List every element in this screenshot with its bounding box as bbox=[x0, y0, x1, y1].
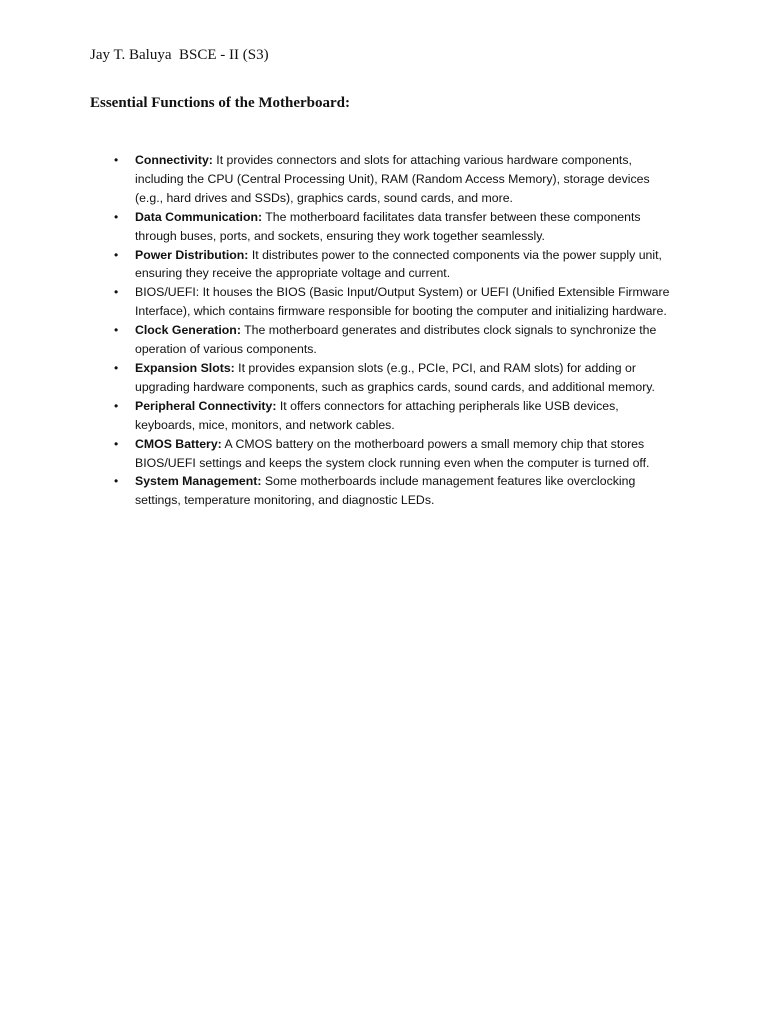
item-term: Peripheral Connectivity: bbox=[135, 398, 277, 413]
item-description: It provides connectors and slots for attaching various hardware components, including the CPU (Central Processing Unit), RAM (Random Access Memory), storage devices (e.g., hard drives and SSDs), graphics cards, sound cards, and more. bbox=[135, 153, 650, 205]
item-term: Clock Generation: bbox=[135, 323, 241, 338]
document-title: Essential Functions of the Motherboard: bbox=[90, 95, 350, 111]
item-description: A CMOS battery on the motherboard powers a small memory chip that stores BIOS/UEFI settings and keeps the system clock running even when the computer is turned off. bbox=[135, 436, 650, 470]
item-term: Connectivity: bbox=[135, 153, 213, 167]
item-description: BIOS/UEFI: It houses the BIOS (Basic Input/Output System) or UEFI (Unified Extensible Firmware Interface), which contains firmware responsible for booting the computer and initializing hardware. bbox=[135, 285, 670, 319]
item-description: The motherboard facilitates data transfer between these components through buses, ports, and sockets, ensuring they work together seamlessly. bbox=[135, 209, 641, 243]
item-term: Data Communication: bbox=[135, 209, 263, 224]
bullet-icon: • bbox=[114, 247, 119, 262]
bullet-icon: • bbox=[114, 285, 119, 300]
bullet-icon: • bbox=[114, 360, 119, 375]
list-item-clock-generation bbox=[114, 321, 674, 359]
list-item-expansion-slots bbox=[114, 359, 674, 397]
list-item-system-management bbox=[114, 472, 674, 510]
item-description: It offers connectors for attaching peripherals like USB devices, keyboards, mice, monitors, and network cables. bbox=[135, 398, 619, 432]
item-term: System Management: bbox=[135, 474, 262, 489]
list-item-bios-uefi bbox=[114, 283, 674, 321]
function-list bbox=[114, 151, 674, 510]
list-item-connectivity bbox=[114, 151, 674, 208]
bullet-icon: • bbox=[114, 153, 119, 167]
item-term: Power Distribution: bbox=[135, 247, 249, 262]
bullet-icon: • bbox=[114, 474, 119, 489]
bullet-icon: • bbox=[114, 436, 119, 451]
bullet-icon: • bbox=[114, 323, 119, 338]
item-description: Some motherboards include management features like overclocking settings, temperature monitoring, and diagnostic LEDs. bbox=[135, 474, 636, 508]
list-item-power-distribution bbox=[114, 246, 674, 284]
item-term: Expansion Slots: bbox=[135, 360, 235, 375]
item-description: It distributes power to the connected components via the power supply unit, ensuring they receive the appropriate voltage and current. bbox=[135, 247, 662, 281]
list-item-data-communication bbox=[114, 208, 674, 246]
item-description: It provides expansion slots (e.g., PCIe, PCI, and RAM slots) for adding or upgrading hardware components, such as graphics cards, sound cards, and additional memory. bbox=[135, 360, 655, 394]
item-description: The motherboard generates and distributes clock signals to synchronize the operation of various components. bbox=[135, 323, 657, 357]
item-term: CMOS Battery: bbox=[135, 436, 222, 451]
bullet-icon: • bbox=[114, 398, 119, 413]
list-item-peripheral-connectivity bbox=[114, 397, 674, 435]
author-line: Jay T. Baluya BSCE - II (S3) bbox=[90, 47, 269, 63]
bullet-icon: • bbox=[114, 209, 119, 224]
list-item-cmos-battery bbox=[114, 435, 674, 473]
